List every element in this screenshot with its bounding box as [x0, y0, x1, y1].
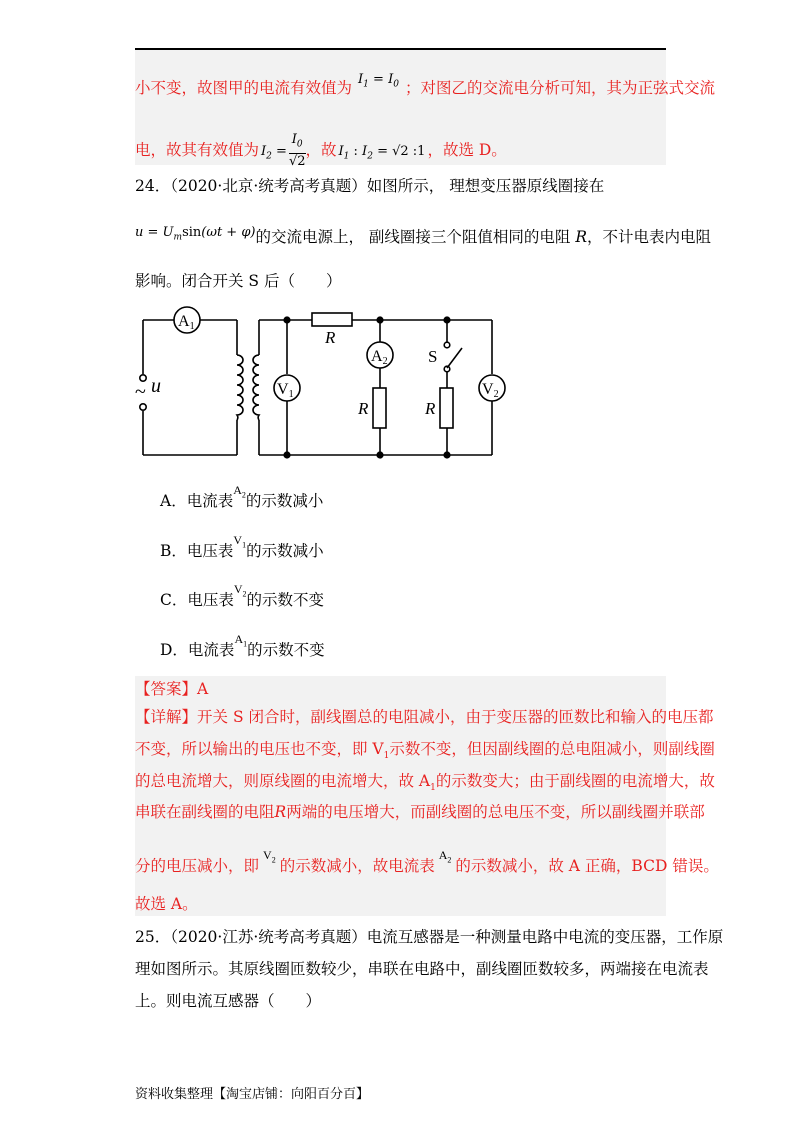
option-d[interactable]: D．电流表$^{A_1}$的示数不变: [160, 632, 325, 659]
prev-solution-line1: 小不变，故图甲的电流有效值为 $^{I_1 = I_0}$ ；对图乙的交流电分析可知，其为正弦式交流: [135, 72, 715, 97]
detail-line5: 分的电压减小，即$^{V_2}$ 的示数减小，故电流表$^{A_2}$ 的示数减小，故 A 正确，BCD 错误。: [135, 848, 719, 875]
label-tilde: ~: [135, 381, 146, 403]
branch-resistor-icon: [440, 388, 453, 428]
switch-lever-icon: [447, 348, 462, 368]
detail-line3: 的总电流增大，则原线圈的电流增大，故 $A_1$的示数变大；由于副线圈的电流增大，故: [135, 772, 715, 794]
option-c[interactable]: C．电压表$^{V_2}$的示数不变: [160, 582, 325, 609]
formula-source-voltage: u = Umsin(ωt + φ): [135, 225, 256, 243]
label-v2: V2: [482, 381, 499, 400]
label-a1: A1: [178, 313, 195, 332]
primary-coil-icon: [237, 355, 243, 420]
detail-line2: 不变，所以输出的电压也不变，即 $V_1$示数不变，但因副线圈的总电阻减小，则副线圈: [135, 740, 715, 762]
option-a[interactable]: A．电流表$^{A_2}$的示数减小: [160, 483, 324, 510]
secondary-coil-icon: [253, 355, 259, 420]
page-footer: 资料收集整理【淘宝店铺：向阳百分百】: [135, 1087, 370, 1102]
branch-resistor-icon: [373, 388, 386, 428]
formula-i2: $I_2$ =: [261, 143, 287, 162]
q24-stem-line3: 影响。闭合开关 S 后（ ）: [135, 272, 342, 290]
label-r-series: R: [325, 328, 336, 347]
switch-contact-top: [444, 342, 450, 348]
detail-line1: 【详解】开关 S 闭合时，副线圈总的电阻减小，由于变压器的匝数比和输入的电压都: [135, 708, 714, 726]
q25-line3: 上。则电流互感器（ ）: [135, 992, 322, 1010]
prev-solution-line2: 电，故其有效值为 $I_2$ = $\frac{I_0}{√2}$ ，故 $I_1$ : $I_2 = √2$ :1 ，故选 D。: [135, 132, 507, 169]
q24-stem-line2: $^{u = U_msin(\omega t + \varphi)}$的交流电源上， 副线圈接三个阻值相同的电阻 R，不计电表内电阻: [135, 225, 712, 246]
circuit-diagram: [0, 300, 800, 470]
label-v1: V1: [277, 381, 294, 400]
formula-i1-eq-i0: I1 = I0: [358, 72, 399, 90]
answer-line: 【答案】A: [135, 680, 209, 698]
q25-line2: 理如图所示。其原线圈匝数较少，串联在电路中，副线圈匝数较多，两端接在电流表: [135, 960, 709, 978]
label-switch: S: [428, 347, 438, 366]
label-r-branch1: R: [358, 399, 369, 418]
series-resistor-icon: [312, 313, 352, 326]
label-a2: A2: [371, 348, 388, 367]
label-source-u: u: [151, 375, 161, 397]
formula-ratio: $I_1$ : $I_2 = √2$ :1: [338, 143, 426, 162]
terminal-bottom: [140, 404, 146, 410]
q25-line1: 25．（2020·江苏·统考高考真题）电流互感器是一种测量电路中电流的变压器，工作原: [135, 928, 724, 946]
option-b[interactable]: B．电压表$^{V_1}$的示数减小: [160, 533, 324, 560]
detail-line4: 串联在副线圈的电阻R两端的电压增大，而副线圈的总电压不变，所以副线圈并联部: [135, 803, 705, 821]
fraction-i0-sqrt2: $\frac{I_0}{√2}$: [288, 132, 306, 169]
label-r-branch2: R: [425, 399, 436, 418]
detail-line6: 故选 A。: [135, 895, 198, 913]
q24-stem-line1: 24．（2020·北京·统考高考真题）如图所示， 理想变压器原线圈接在: [135, 177, 605, 195]
